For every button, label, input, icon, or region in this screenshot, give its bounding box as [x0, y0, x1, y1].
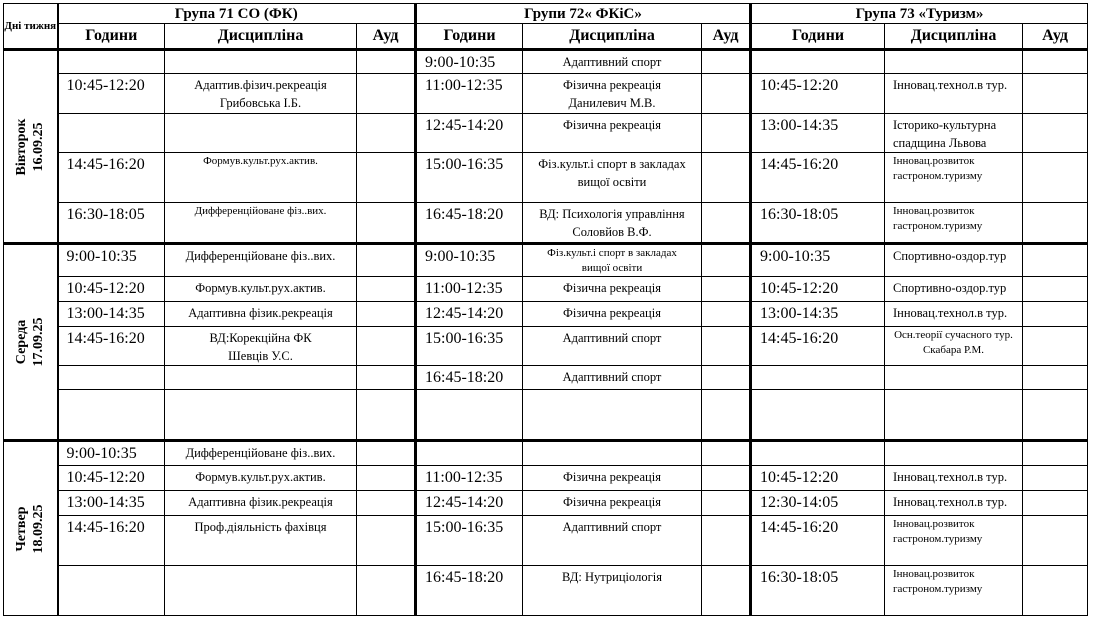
- days-of-week-header: Дні тижня: [4, 4, 58, 50]
- g71-room-cell: [357, 466, 416, 491]
- schedule-row: [4, 491, 1088, 516]
- g72-subject-cell: Фізична рекреація: [523, 491, 702, 516]
- g72-room-cell: [702, 366, 751, 390]
- g73-time-cell: [751, 366, 885, 390]
- g72-time-cell: 15:00-16:35: [416, 516, 523, 566]
- g71-subject-cell: Адаптивна фізик.рекреація: [165, 302, 357, 327]
- header-row-columns: [4, 24, 1088, 50]
- g73-subject-cell: [885, 441, 1023, 466]
- g72-room-cell: [702, 153, 751, 203]
- g72-subject-cell: [523, 390, 702, 441]
- g73-discipline-header: Дисципліна: [885, 24, 1023, 50]
- g73-time-cell: 13:00-14:35: [751, 114, 885, 153]
- schedule-row: [4, 50, 1088, 74]
- g73-time-cell: 10:45-12:20: [751, 466, 885, 491]
- g71-room-cell: [357, 441, 416, 466]
- schedule-row: [4, 441, 1088, 466]
- g73-room-cell: [1023, 327, 1088, 366]
- g72-time-cell: 12:45-14:20: [416, 302, 523, 327]
- day-label-cell: [4, 441, 58, 616]
- g72-time-cell: 15:00-16:35: [416, 153, 523, 203]
- g72-time-cell: 11:00-12:35: [416, 466, 523, 491]
- g73-time-cell: 16:30-18:05: [751, 566, 885, 616]
- g73-room-cell: [1023, 114, 1088, 153]
- g72-room-cell: [702, 203, 751, 244]
- g72-room-cell: [702, 516, 751, 566]
- g71-room-cell: [357, 390, 416, 441]
- schedule-row: [4, 114, 1088, 153]
- g73-time-cell: 14:45-16:20: [751, 153, 885, 203]
- g73-time-cell: 14:45-16:20: [751, 327, 885, 366]
- g72-subject-cell: Фізична рекреація: [523, 277, 702, 302]
- g72-room-cell: [702, 441, 751, 466]
- g71-subject-cell: Формув.культ.рух.актив.: [165, 466, 357, 491]
- g71-room-cell: [357, 114, 416, 153]
- g73-room-cell: [1023, 153, 1088, 203]
- g72-subject-cell: Фізична рекреація Данилевич М.В.: [523, 74, 702, 114]
- g73-time-cell: 9:00-10:35: [751, 244, 885, 277]
- g72-subject-cell: Адаптивний спорт: [523, 516, 702, 566]
- day-label: Вівторок 16.09.25: [14, 118, 47, 175]
- schedule-row: [4, 302, 1088, 327]
- g71-subject-cell: [165, 566, 357, 616]
- g73-subject-cell: [885, 390, 1023, 441]
- g73-room-header: Ауд: [1023, 24, 1088, 50]
- g71-room-cell: [357, 153, 416, 203]
- day-label-cell: [4, 50, 58, 244]
- g72-room-cell: [702, 566, 751, 616]
- g71-subject-cell: Диффеpенційоване фіз..вих.: [165, 203, 357, 244]
- g73-subject-cell: [885, 50, 1023, 74]
- day-label: Середа 17.09.25: [14, 317, 47, 367]
- g73-subject-cell: Інновац.розвиток гастроном.туризму: [885, 566, 1023, 616]
- g72-room-header: Ауд: [702, 24, 751, 50]
- g72-time-cell: 11:00-12:35: [416, 74, 523, 114]
- g71-room-cell: [357, 327, 416, 366]
- g73-subject-cell: Інновац.технол.в тур.: [885, 466, 1023, 491]
- g71-room-cell: [357, 203, 416, 244]
- g73-room-cell: [1023, 203, 1088, 244]
- g72-time-cell: 16:45-18:20: [416, 366, 523, 390]
- g72-hours-header: Години: [416, 24, 523, 50]
- g71-room-header: Ауд: [357, 24, 416, 50]
- g72-room-cell: [702, 244, 751, 277]
- g71-subject-cell: [165, 366, 357, 390]
- g73-subject-cell: Осн.теорії сучасного тур. Скабара Р.М.: [885, 327, 1023, 366]
- g73-subject-cell: [885, 366, 1023, 390]
- g73-subject-cell: Інновац.розвиток гастроном.туризму: [885, 516, 1023, 566]
- g71-subject-cell: Адаптив.фізич.рекреація Грибовська І.Б.: [165, 74, 357, 114]
- g72-time-cell: 15:00-16:35: [416, 327, 523, 366]
- g73-time-cell: [751, 50, 885, 74]
- schedule-body: [4, 50, 1088, 616]
- g71-time-cell: 14:45-16:20: [58, 327, 165, 366]
- g72-time-cell: 9:00-10:35: [416, 50, 523, 74]
- group-73-header: Група 73 «Туризм»: [751, 4, 1088, 24]
- day-label-cell: [4, 244, 58, 441]
- g73-subject-cell: Інновац.розвиток гастроном.туризму: [885, 153, 1023, 203]
- g72-room-cell: [702, 277, 751, 302]
- g72-room-cell: [702, 390, 751, 441]
- g71-room-cell: [357, 302, 416, 327]
- g72-subject-cell: Фізична рекреація: [523, 302, 702, 327]
- g71-room-cell: [357, 277, 416, 302]
- g73-room-cell: [1023, 244, 1088, 277]
- g72-room-cell: [702, 302, 751, 327]
- g71-time-cell: [58, 114, 165, 153]
- g73-room-cell: [1023, 516, 1088, 566]
- g72-time-cell: 12:45-14:20: [416, 491, 523, 516]
- g73-subject-cell: Спортивно-оздор.тур: [885, 277, 1023, 302]
- g72-subject-cell: ВД: Психологія управління Соловйов В.Ф.: [523, 203, 702, 244]
- g72-subject-cell: Фізична рекреація: [523, 114, 702, 153]
- group-72-header: Групи 72« ФКіС»: [416, 4, 751, 24]
- g72-discipline-header: Дисципліна: [523, 24, 702, 50]
- g73-subject-cell: Інновац.розвиток гастроном.туризму: [885, 203, 1023, 244]
- g71-time-cell: [58, 390, 165, 441]
- g73-time-cell: 10:45-12:20: [751, 277, 885, 302]
- g73-room-cell: [1023, 302, 1088, 327]
- schedule-row: [4, 203, 1088, 244]
- g71-room-cell: [357, 74, 416, 114]
- g72-room-cell: [702, 50, 751, 74]
- g71-time-cell: 9:00-10:35: [58, 441, 165, 466]
- g71-discipline-header: Дисципліна: [165, 24, 357, 50]
- g73-room-cell: [1023, 366, 1088, 390]
- g73-room-cell: [1023, 566, 1088, 616]
- g73-subject-cell: Інновац.технол.в тур.: [885, 302, 1023, 327]
- day-label: Четвер 18.09.25: [14, 504, 47, 553]
- g73-room-cell: [1023, 466, 1088, 491]
- g71-subject-cell: Адаптивна фізик.рекреація: [165, 491, 357, 516]
- g73-time-cell: 16:30-18:05: [751, 203, 885, 244]
- g71-subject-cell: ВД:Корекційна ФК Шевців У.С.: [165, 327, 357, 366]
- g71-room-cell: [357, 366, 416, 390]
- schedule-row: [4, 390, 1088, 441]
- g72-room-cell: [702, 466, 751, 491]
- g71-room-cell: [357, 491, 416, 516]
- g71-subject-cell: [165, 50, 357, 74]
- g72-subject-cell: Фіз.культ.і спорт в закладах вищої освіти: [523, 153, 702, 203]
- g73-room-cell: [1023, 50, 1088, 74]
- g72-subject-cell: ВД: Нутриціологія: [523, 566, 702, 616]
- schedule-row: [4, 277, 1088, 302]
- g73-subject-cell: Історико-культурна спадщина Львова: [885, 114, 1023, 153]
- schedule-row: [4, 327, 1088, 366]
- g72-time-cell: 16:45-18:20: [416, 203, 523, 244]
- g72-room-cell: [702, 491, 751, 516]
- g71-subject-cell: [165, 390, 357, 441]
- g71-room-cell: [357, 566, 416, 616]
- g73-room-cell: [1023, 491, 1088, 516]
- g71-time-cell: 14:45-16:20: [58, 516, 165, 566]
- g73-room-cell: [1023, 277, 1088, 302]
- g73-room-cell: [1023, 441, 1088, 466]
- g72-time-cell: 11:00-12:35: [416, 277, 523, 302]
- g71-time-cell: [58, 566, 165, 616]
- g73-time-cell: [751, 390, 885, 441]
- g71-room-cell: [357, 50, 416, 74]
- schedule-row: [4, 74, 1088, 114]
- g71-time-cell: 10:45-12:20: [58, 277, 165, 302]
- g73-room-cell: [1023, 74, 1088, 114]
- schedule-row: [4, 244, 1088, 277]
- g73-subject-cell: Спортивно-оздор.тур: [885, 244, 1023, 277]
- schedule-table: [3, 3, 1088, 616]
- g71-subject-cell: [165, 114, 357, 153]
- g73-subject-cell: Інновац.технол.в тур.: [885, 74, 1023, 114]
- schedule-row: [4, 516, 1088, 566]
- g71-time-cell: [58, 50, 165, 74]
- schedule-row: [4, 366, 1088, 390]
- g73-time-cell: 12:30-14:05: [751, 491, 885, 516]
- g71-hours-header: Години: [58, 24, 165, 50]
- g71-time-cell: 16:30-18:05: [58, 203, 165, 244]
- g73-time-cell: 13:00-14:35: [751, 302, 885, 327]
- schedule-row: [4, 566, 1088, 616]
- g72-time-cell: [416, 390, 523, 441]
- g72-subject-cell: Адаптивний спорт: [523, 366, 702, 390]
- g72-room-cell: [702, 327, 751, 366]
- g72-time-cell: 9:00-10:35: [416, 244, 523, 277]
- g71-room-cell: [357, 516, 416, 566]
- g72-time-cell: 12:45-14:20: [416, 114, 523, 153]
- g72-subject-cell: Адаптивний спорт: [523, 327, 702, 366]
- g72-subject-cell: Адаптивний спорт: [523, 50, 702, 74]
- g71-time-cell: 10:45-12:20: [58, 74, 165, 114]
- g71-time-cell: [58, 366, 165, 390]
- g73-hours-header: Години: [751, 24, 885, 50]
- g71-time-cell: 14:45-16:20: [58, 153, 165, 203]
- header-row-groups: [4, 4, 1088, 24]
- g71-time-cell: 9:00-10:35: [58, 244, 165, 277]
- group-71-header: Група 71 СО (ФК): [58, 4, 416, 24]
- g73-time-cell: 10:45-12:20: [751, 74, 885, 114]
- g72-subject-cell: [523, 441, 702, 466]
- g73-subject-cell: Інновац.технол.в тур.: [885, 491, 1023, 516]
- g73-time-cell: 14:45-16:20: [751, 516, 885, 566]
- g71-room-cell: [357, 244, 416, 277]
- g71-time-cell: 10:45-12:20: [58, 466, 165, 491]
- g72-time-cell: [416, 441, 523, 466]
- g71-time-cell: 13:00-14:35: [58, 491, 165, 516]
- g72-room-cell: [702, 114, 751, 153]
- g73-room-cell: [1023, 390, 1088, 441]
- g71-subject-cell: Формув.культ.рух.актив.: [165, 153, 357, 203]
- schedule-row: [4, 466, 1088, 491]
- g71-time-cell: 13:00-14:35: [58, 302, 165, 327]
- g72-room-cell: [702, 74, 751, 114]
- g71-subject-cell: Диффеpенційоване фіз..вих.: [165, 441, 357, 466]
- g71-subject-cell: Диффеpенційоване фіз..вих.: [165, 244, 357, 277]
- g71-subject-cell: Формув.культ.рух.актив.: [165, 277, 357, 302]
- g73-time-cell: [751, 441, 885, 466]
- g71-subject-cell: Проф.діяльність фахівця: [165, 516, 357, 566]
- g72-subject-cell: Фіз.культ.і спорт в закладах вищої освіти: [523, 244, 702, 277]
- schedule-row: [4, 153, 1088, 203]
- g72-time-cell: 16:45-18:20: [416, 566, 523, 616]
- g72-subject-cell: Фізична рекреація: [523, 466, 702, 491]
